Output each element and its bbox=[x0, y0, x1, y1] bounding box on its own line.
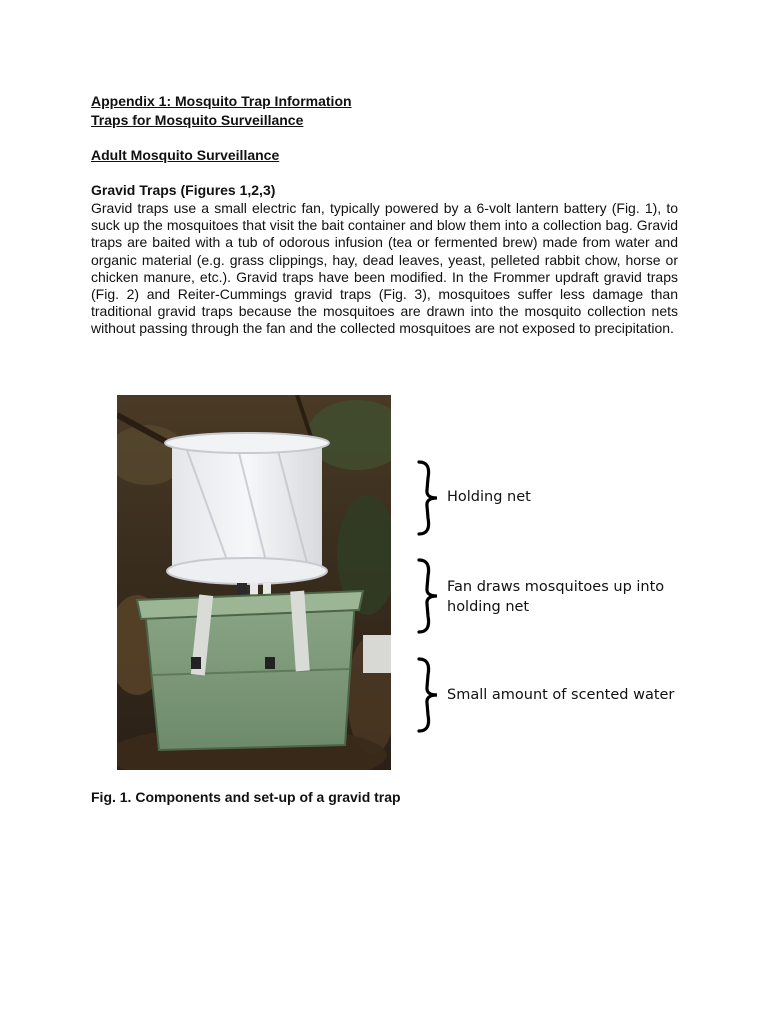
fan-label: Fan draws mosquitoes up into holding net bbox=[447, 579, 665, 615]
scented-water-brace bbox=[411, 655, 441, 735]
traps-heading: Traps for Mosquito Surveillance bbox=[91, 112, 304, 128]
gravid-traps-heading: Gravid Traps (Figures 1,2,3) bbox=[91, 182, 276, 198]
scented-water-label: Small amount of scented water bbox=[447, 687, 675, 703]
gravid-traps-paragraph: Gravid traps use a small electric fan, typically powered by a 6-volt lantern battery (Fig. 1), to suck up the mosquitoes that visit the bait container and blow them into a collection bag. Gravid traps are baited with a tub of odorous infusion (tea or fermented brew) made from water and organic material (e.g. grass clippings, hay, dead leaves, yeast, pelleted rabbit chow, horse or chicken manure, etc.). Gravid traps have been modified. In the Frommer updraft gravid traps (Fig. 2) and Reiter-Cummings gravid traps (Fig. 3), mosquitoes suffer less damage than traditional gravid traps because the mosquitoes are drawn into the mosquito collection nets without passing through the fan and the collected mosquitoes are not exposed to precipitation. bbox=[91, 200, 678, 337]
appendix-heading: Appendix 1: Mosquito Trap Information bbox=[91, 93, 352, 109]
holding-net-brace bbox=[411, 458, 441, 538]
holding-net-label: Holding net bbox=[447, 489, 531, 505]
fan-brace bbox=[411, 556, 441, 636]
figure-caption: Fig. 1. Components and set-up of a gravid trap bbox=[91, 789, 401, 805]
adult-surveillance-heading: Adult Mosquito Surveillance bbox=[91, 147, 280, 163]
gravid-trap-photo bbox=[117, 395, 391, 770]
